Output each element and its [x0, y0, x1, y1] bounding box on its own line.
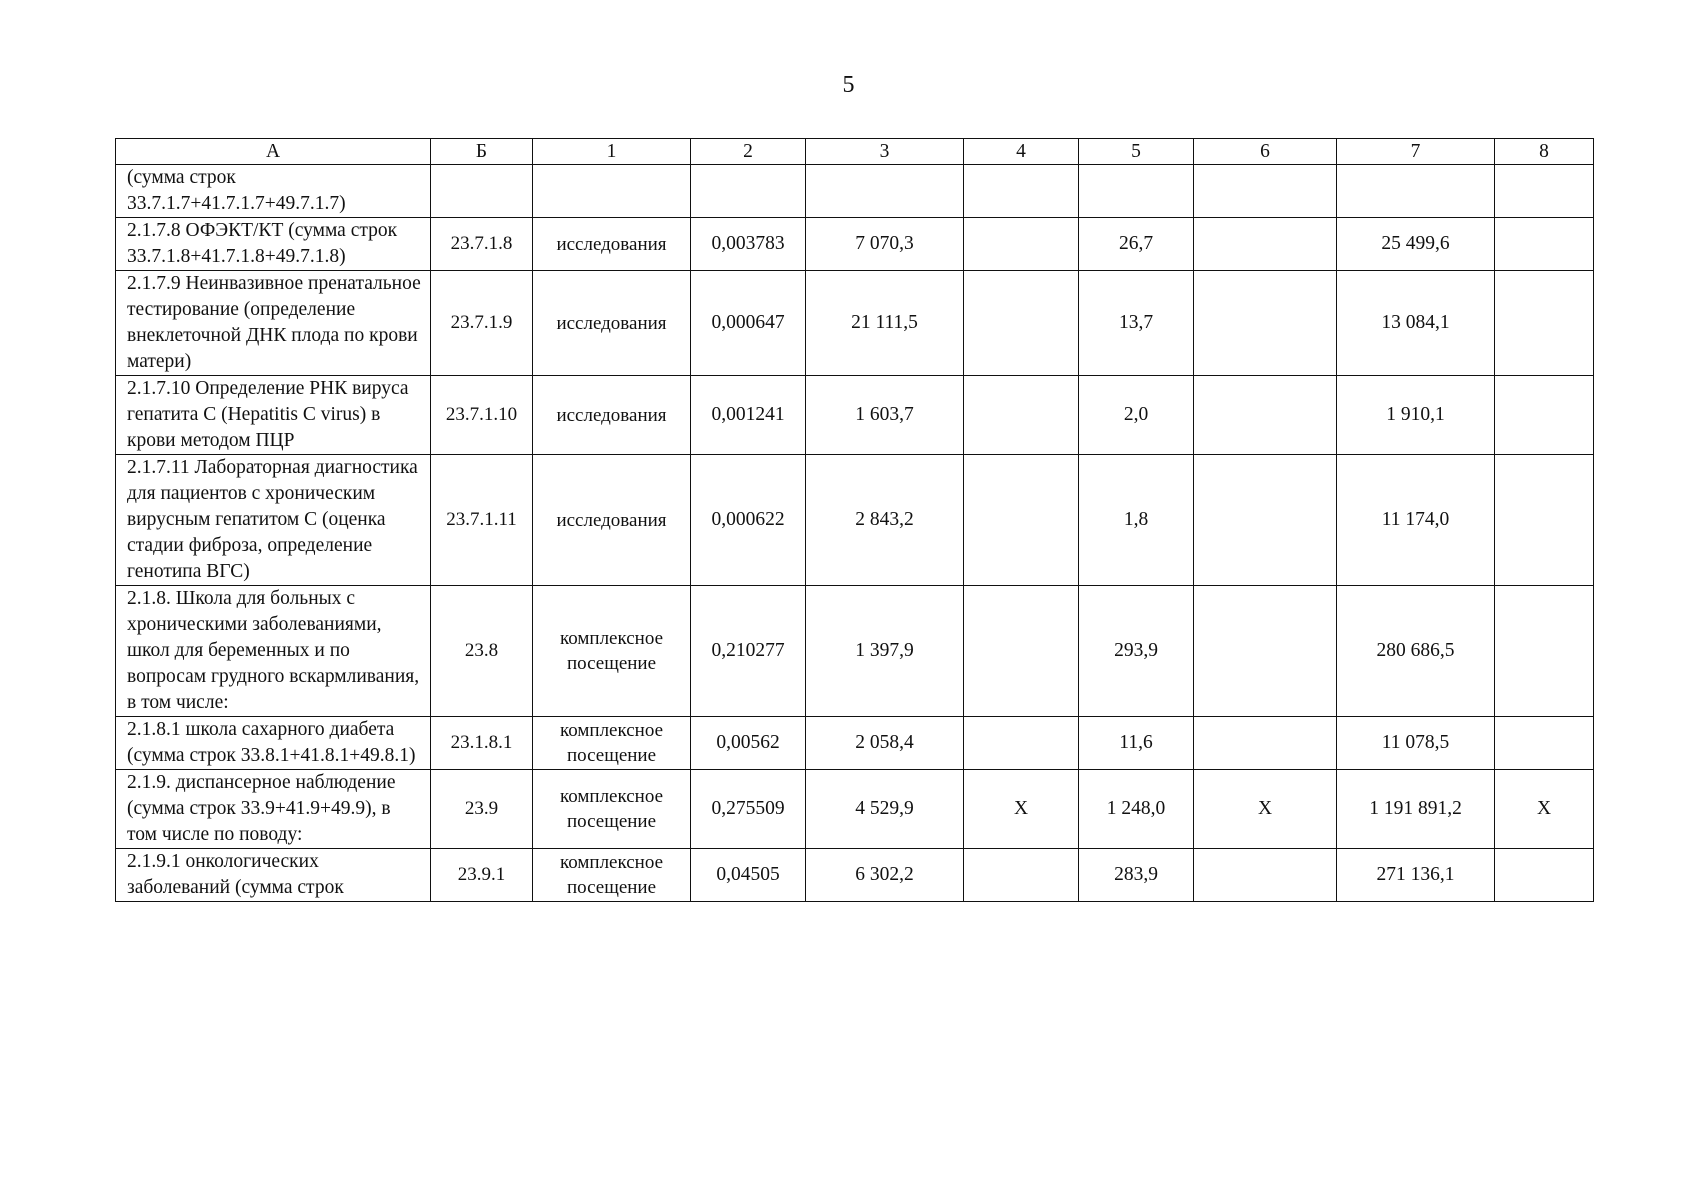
cell-col1: исследования	[533, 455, 691, 586]
table-row	[116, 586, 1594, 717]
header-cell-4: 4	[964, 139, 1079, 165]
cell-b: 23.7.1.11	[431, 455, 533, 586]
cell-a: 2.1.8.1 школа сахарного диабета (сумма строк 33.8.1+41.8.1+49.8.1)	[116, 717, 431, 770]
cell-col6	[1194, 717, 1337, 770]
cell-col2: 0,275509	[691, 770, 806, 849]
cell-a: 2.1.8. Школа для больных с хроническими заболеваниями, школ для беременных и по вопросам грудного вскармливания, в том числе:	[116, 586, 431, 717]
cell-col3: 2 843,2	[806, 455, 964, 586]
cell-col5: 2,0	[1079, 376, 1194, 455]
cell-b: 23.9.1	[431, 849, 533, 902]
cell-a: 2.1.9. диспансерное наблюдение (сумма строк 33.9+41.9+49.9), в том числе по поводу:	[116, 770, 431, 849]
cell-col6	[1194, 849, 1337, 902]
cell-col5: 11,6	[1079, 717, 1194, 770]
table-row	[116, 455, 1594, 586]
header-cell-1: 1	[533, 139, 691, 165]
cell-col2: 0,210277	[691, 586, 806, 717]
cell-col7	[1337, 165, 1495, 218]
cell-a: 2.1.7.10 Определение РНК вируса гепатита С (Hepatitis C virus) в крови методом ПЦР	[116, 376, 431, 455]
table-body	[116, 139, 1594, 902]
cell-col3	[806, 165, 964, 218]
cell-col3: 1 397,9	[806, 586, 964, 717]
cell-col3: 6 302,2	[806, 849, 964, 902]
cell-col1	[533, 165, 691, 218]
cell-col6: Х	[1194, 770, 1337, 849]
cell-col5: 293,9	[1079, 586, 1194, 717]
cell-col1: исследования	[533, 218, 691, 271]
cell-a: 2.1.7.11 Лабораторная диагностика для пациентов с хроническим вирусным гепатитом С (оценка стадии фиброза, определение генотипа ВГС)	[116, 455, 431, 586]
cell-col8	[1495, 455, 1594, 586]
cell-a: (сумма строк 33.7.1.7+41.7.1.7+49.7.1.7)	[116, 165, 431, 218]
cell-col3: 21 111,5	[806, 271, 964, 376]
header-cell-2: 2	[691, 139, 806, 165]
cell-col1: комплексное посещение	[533, 586, 691, 717]
header-cell-3: 3	[806, 139, 964, 165]
cell-col2: 0,00562	[691, 717, 806, 770]
cell-col2: 0,000622	[691, 455, 806, 586]
header-row	[116, 139, 1594, 165]
cell-col7: 11 078,5	[1337, 717, 1495, 770]
cell-b: 23.7.1.10	[431, 376, 533, 455]
cell-b: 23.1.8.1	[431, 717, 533, 770]
table-row	[116, 376, 1594, 455]
header-cell-6: 6	[1194, 139, 1337, 165]
cell-col3: 2 058,4	[806, 717, 964, 770]
cell-col8	[1495, 218, 1594, 271]
cell-col1: исследования	[533, 271, 691, 376]
cell-col8	[1495, 165, 1594, 218]
cell-col6	[1194, 586, 1337, 717]
cell-col1: исследования	[533, 376, 691, 455]
cell-col8	[1495, 271, 1594, 376]
table-row	[116, 271, 1594, 376]
cell-col8	[1495, 586, 1594, 717]
header-cell-8: 8	[1495, 139, 1594, 165]
cell-b: 23.7.1.8	[431, 218, 533, 271]
cell-col6	[1194, 271, 1337, 376]
cell-col7: 1 910,1	[1337, 376, 1495, 455]
table-row	[116, 770, 1594, 849]
cell-col8	[1495, 376, 1594, 455]
cell-col5: 1,8	[1079, 455, 1194, 586]
cell-col7: 1 191 891,2	[1337, 770, 1495, 849]
cell-col7: 13 084,1	[1337, 271, 1495, 376]
header-cell-b: Б	[431, 139, 533, 165]
cell-b: 23.7.1.9	[431, 271, 533, 376]
cell-col3: 1 603,7	[806, 376, 964, 455]
cell-col8: Х	[1495, 770, 1594, 849]
header-cell-a: А	[116, 139, 431, 165]
table-row	[116, 849, 1594, 902]
cell-col4	[964, 271, 1079, 376]
cell-col4	[964, 455, 1079, 586]
header-cell-7: 7	[1337, 139, 1495, 165]
cell-col7: 25 499,6	[1337, 218, 1495, 271]
cell-col7: 280 686,5	[1337, 586, 1495, 717]
cell-col4: Х	[964, 770, 1079, 849]
cell-col6	[1194, 218, 1337, 271]
cell-a: 2.1.7.8 ОФЭКТ/КТ (сумма строк 33.7.1.8+41.7.1.8+49.7.1.8)	[116, 218, 431, 271]
cell-col5: 26,7	[1079, 218, 1194, 271]
table-row	[116, 717, 1594, 770]
cell-col5: 13,7	[1079, 271, 1194, 376]
cell-col7: 271 136,1	[1337, 849, 1495, 902]
cell-col2	[691, 165, 806, 218]
cell-col5: 1 248,0	[1079, 770, 1194, 849]
cell-b	[431, 165, 533, 218]
cell-col8	[1495, 849, 1594, 902]
cell-col8	[1495, 717, 1594, 770]
cell-col1: комплексное посещение	[533, 849, 691, 902]
cell-col3: 7 070,3	[806, 218, 964, 271]
cell-col6	[1194, 165, 1337, 218]
table-row	[116, 218, 1594, 271]
cell-b: 23.9	[431, 770, 533, 849]
cell-col3: 4 529,9	[806, 770, 964, 849]
table-row	[116, 165, 1594, 218]
cell-b: 23.8	[431, 586, 533, 717]
cell-col4	[964, 849, 1079, 902]
cell-a: 2.1.9.1 онкологических заболеваний (сумма строк	[116, 849, 431, 902]
cell-col4	[964, 165, 1079, 218]
cell-a: 2.1.7.9 Неинвазивное пренатальное тестирование (определение внеклеточной ДНК плода по крови матери)	[116, 271, 431, 376]
cell-col6	[1194, 376, 1337, 455]
cell-col5	[1079, 165, 1194, 218]
cell-col7: 11 174,0	[1337, 455, 1495, 586]
cell-col2: 0,001241	[691, 376, 806, 455]
cell-col4	[964, 586, 1079, 717]
cell-col4	[964, 717, 1079, 770]
cell-col2: 0,003783	[691, 218, 806, 271]
data-table	[115, 138, 1594, 902]
cell-col4	[964, 376, 1079, 455]
cell-col5: 283,9	[1079, 849, 1194, 902]
cell-col1: комплексное посещение	[533, 717, 691, 770]
page-number: 5	[842, 72, 855, 98]
cell-col6	[1194, 455, 1337, 586]
cell-col4	[964, 218, 1079, 271]
cell-col1: комплексное посещение	[533, 770, 691, 849]
cell-col2: 0,000647	[691, 271, 806, 376]
cell-col2: 0,04505	[691, 849, 806, 902]
header-cell-5: 5	[1079, 139, 1194, 165]
